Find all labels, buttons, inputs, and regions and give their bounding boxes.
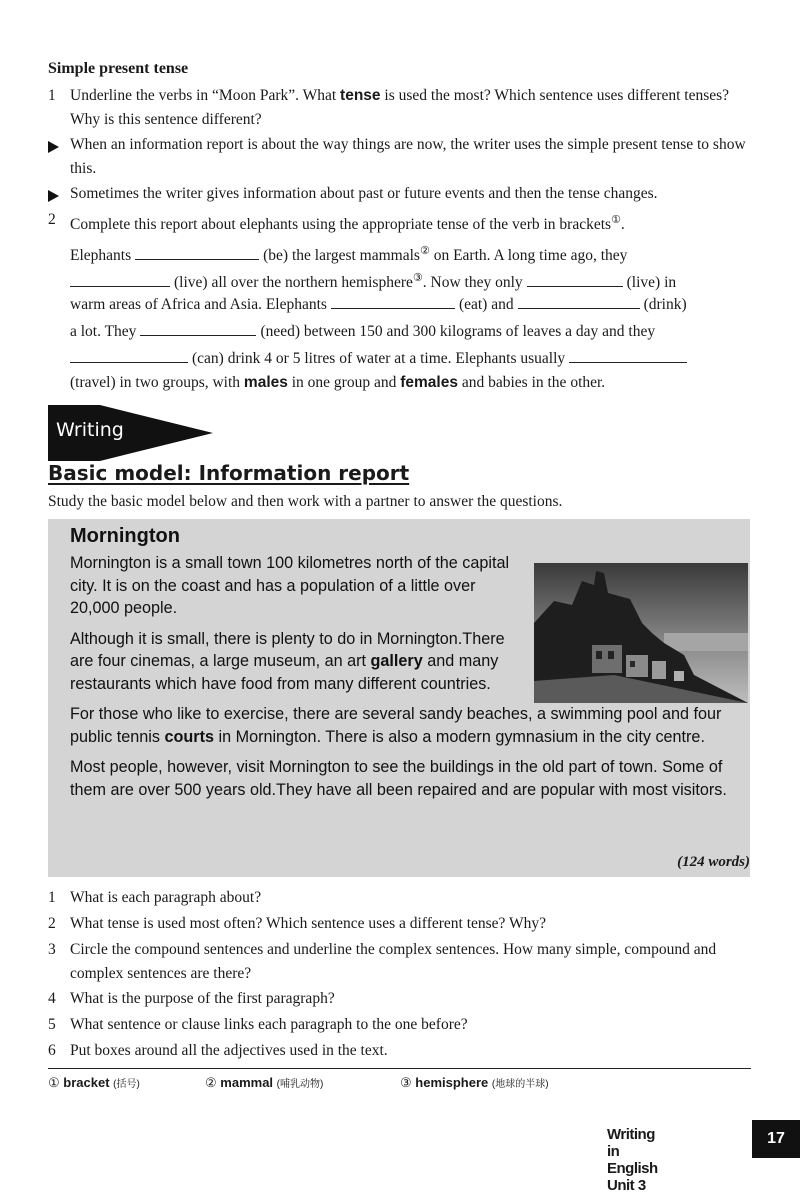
exercise-line-2: (live) all over the northern hemisphere③. Now they only (live) in: [70, 264, 752, 296]
tip-2: Sometimes the writer gives information about past or future events and then the tense changes.: [48, 182, 753, 206]
question-6: 6 Put boxes around all the adjectives used in the text.: [48, 1042, 388, 1059]
answer-blank[interactable]: [70, 346, 188, 363]
item-number: 2: [48, 211, 56, 228]
triangle-bullet-icon: [48, 141, 59, 153]
item-1: 1 Underline the verbs in “Moon Park”. What tense is used the most? Which sentence uses different tenses? Why is this sentence different?: [48, 84, 753, 132]
model-text-box: [48, 519, 750, 877]
question-4: 4 What is the purpose of the first paragraph?: [48, 990, 335, 1007]
footnote-divider: [48, 1068, 751, 1069]
answer-blank[interactable]: [527, 270, 623, 287]
exercise-line-6: (travel) in two groups, with males in one group and females and babies in the other.: [70, 374, 606, 391]
answer-blank[interactable]: [518, 292, 640, 309]
writing-banner: [48, 405, 213, 461]
section-title: Simple present tense: [48, 60, 189, 77]
item-number: 1: [48, 87, 56, 104]
question-1: 1 What is each paragraph about?: [48, 889, 262, 906]
model-paragraph-3: For those who like to exercise, there are several sandy beaches, a swimming pool and four public tennis courts in Mornington. There is also a modern gymnasium in the city centre.: [70, 705, 722, 746]
exercise-line-5: (can) drink 4 or 5 litres of water at a time. Elephants usually: [70, 345, 752, 372]
triangle-bullet-icon: [48, 190, 59, 202]
answer-blank[interactable]: [569, 346, 687, 363]
footnote-mark: ①: [611, 213, 621, 226]
glossary-item-hemisphere: ③ hemisphere (地球的半球): [400, 1075, 549, 1090]
model-heading: Mornington: [70, 525, 180, 547]
answer-blank[interactable]: [70, 270, 170, 287]
question-5: 5 What sentence or clause links each paragraph to the one before?: [48, 1016, 468, 1033]
town-photo: [534, 563, 748, 703]
model-paragraph-4: Most people, however, visit Mornington to see the buildings in the old part of town. Some of them are over 500 years old.They have all been repaired and are popular with most visitors.: [70, 758, 727, 799]
question-2: 2 What tense is used most often? Which sentence uses a different tense? Why?: [48, 915, 547, 932]
exercise-line-1: Elephants (be) the largest mammals② on Earth. A long time ago, they: [70, 244, 628, 265]
question-3: 3 Circle the compound sentences and underline the complex sentences. How many simple, compound and complex sentences are there?: [48, 941, 717, 982]
glossary-item-mammal: ② mammal (哺乳动物): [205, 1075, 324, 1090]
model-title: Basic model: Information report: [48, 461, 410, 485]
exercise-line-3: warm areas of Africa and Asia. Elephants (eat) and (drink): [70, 291, 752, 318]
tip-1: When an information report is about the way things are now, the writer uses the simple present tense to show this.: [48, 133, 753, 181]
model-paragraph-1: Mornington is a small town 100 kilometres north of the capital city. It is on the coast and has a population of a little over 20,000 people.: [70, 554, 510, 617]
answer-blank[interactable]: [331, 292, 455, 309]
exercise-line-4: a lot. They (need) between 150 and 300 kilograms of leaves a day and they: [70, 318, 752, 345]
model-paragraph-2: Although it is small, there is plenty to do in Mornington.There are four cinemas, a large museum, an art gallery and many restaurants which have food from many different countries.: [70, 629, 505, 693]
instruction: Study the basic model below and then work with a partner to answer the questions.: [48, 493, 563, 510]
word-count: (124 words): [677, 854, 750, 870]
page-number: 17: [752, 1120, 800, 1158]
glossary-item-bracket: ① bracket (括号): [48, 1075, 140, 1090]
banner-label: Writing: [56, 419, 124, 441]
answer-blank[interactable]: [135, 243, 259, 260]
footer-unit-title: Writing in English Unit 3: [607, 1126, 658, 1194]
answer-blank[interactable]: [140, 319, 256, 336]
item-2: 2 Complete this report about elephants using the appropriate tense of the verb in brackets①.: [48, 208, 753, 237]
